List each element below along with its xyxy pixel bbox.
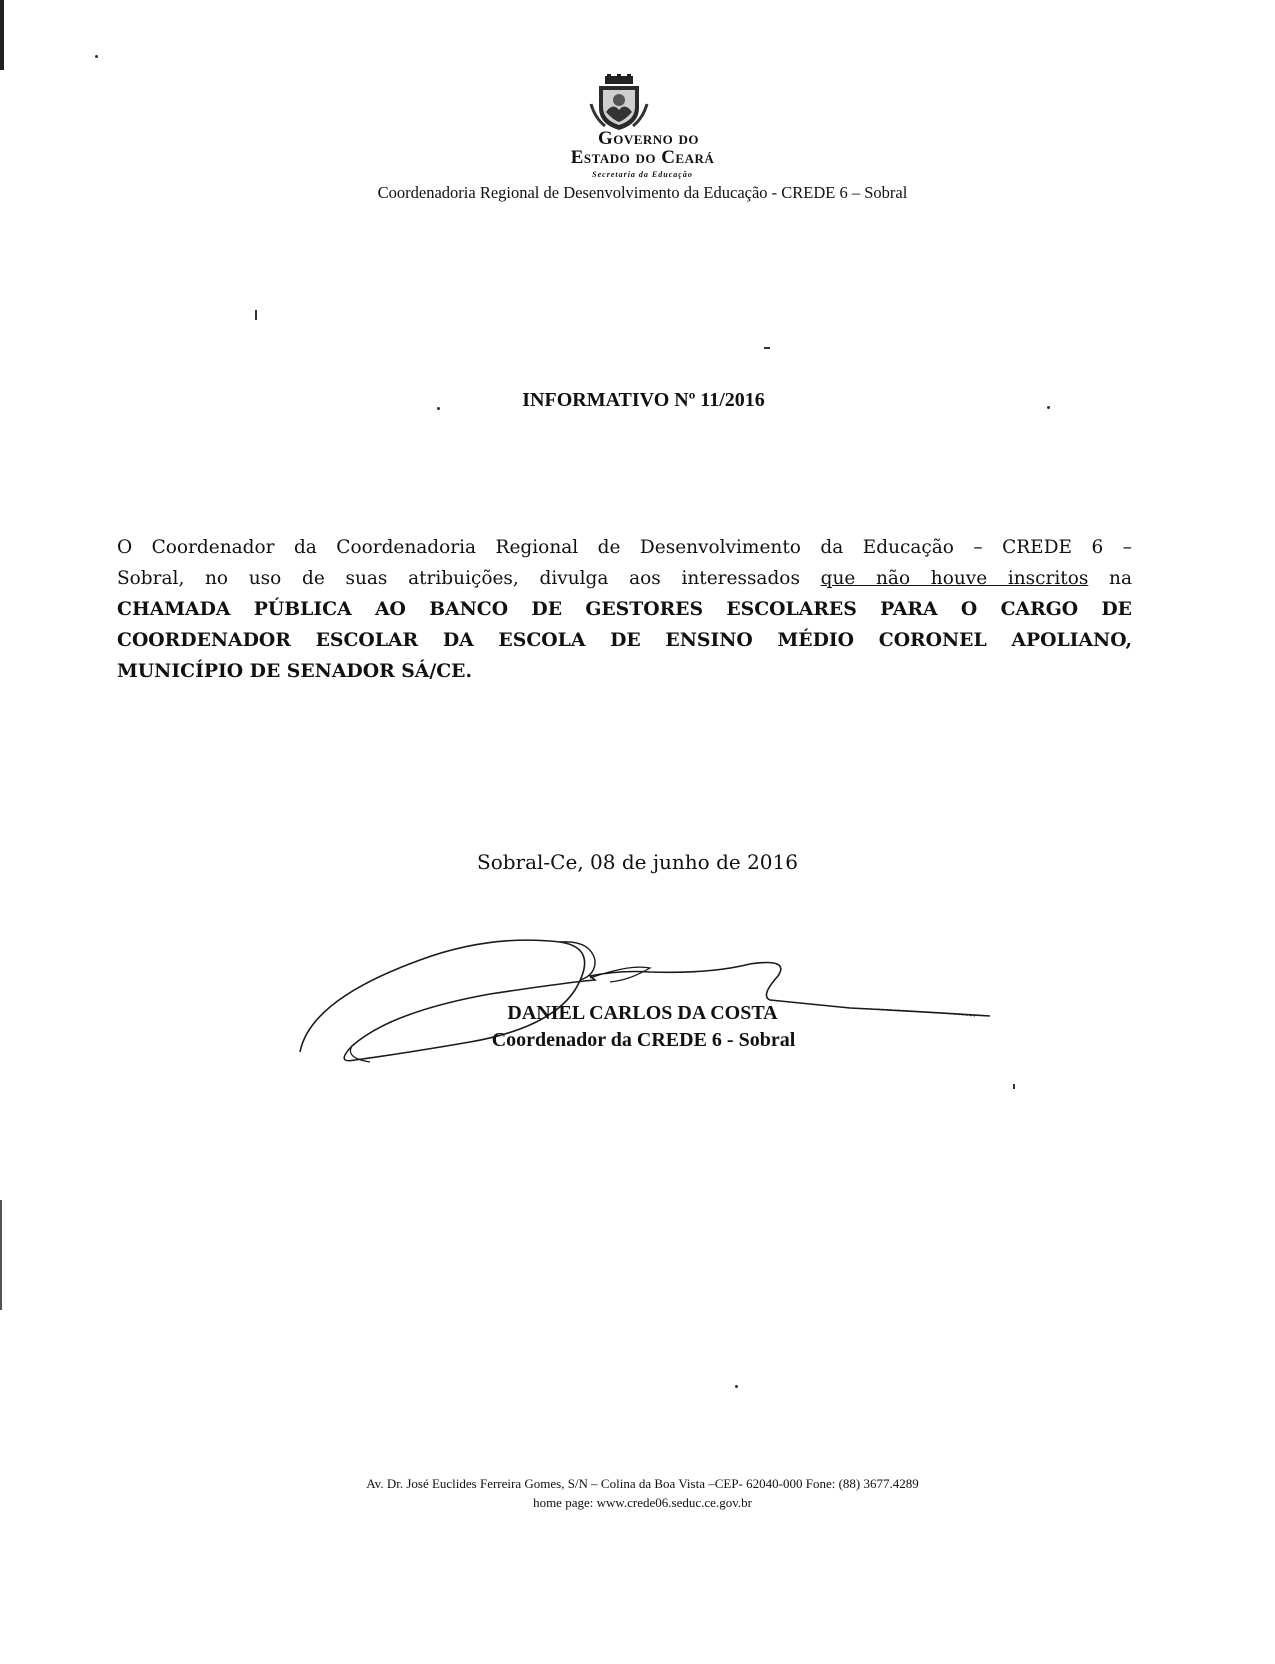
document-date: Sobral-Ce, 08 de junho de 2016 [477,850,798,874]
secretariat-name: Secretaria da Educação [592,170,693,179]
body-text-segment: na [1088,568,1132,589]
scan-speck [1013,1084,1015,1089]
body-text-segment: Sobral, no uso de suas atribuições, divulga aos interessados [117,568,821,589]
footer-address: Av. Dr. José Euclides Ferreira Gomes, S/N – Colina da Boa Vista –CEP- 62040-000 Fone: (88) 3677.4289 [366,1476,919,1491]
body-line [117,563,1132,594]
scan-edge-artifact [0,0,4,70]
scan-edge-artifact [0,1200,2,1310]
handwritten-signature-icon [290,920,1050,1080]
body-line: O Coordenador da Coordenadoria Regional de Desenvolvimento da Educação – CREDE 6 – [117,537,1132,558]
signer-role: Coordenador da CREDE 6 - Sobral [491,1029,796,1051]
underlined-phrase: que não houve inscritos [820,568,1089,589]
state-coat-of-arms-icon [589,74,649,132]
scan-speck [735,1385,738,1388]
document-title: INFORMATIVO Nº 11/2016 [522,389,765,411]
government-name-line1: Governo do [597,128,700,149]
footer-homepage: home page: www.crede06.seduc.ce.gov.br [533,1495,752,1510]
body-line-bold: COORDENADOR ESCOLAR DA ESCOLA DE ENSINO MÉDIO CORONEL APOLIANO, [117,629,1132,651]
scan-speck [255,310,257,320]
body-line-bold: CHAMADA PÚBLICA AO BANCO DE GESTORES ESCOLARES PARA O CARGO DE [117,598,1132,620]
body-paragraph [117,532,1132,687]
office-name: Coordenadoria Regional de Desenvolvimento da Educação - CREDE 6 – Sobral [377,183,908,202]
government-name-line2: Estado do Ceará [570,147,715,168]
body-line-bold: MUNICÍPIO DE SENADOR SÁ/CE. [117,660,473,682]
scan-speck [764,347,770,349]
signer-name: DANIEL CARLOS DA COSTA [507,1002,778,1024]
scan-speck [95,55,98,58]
